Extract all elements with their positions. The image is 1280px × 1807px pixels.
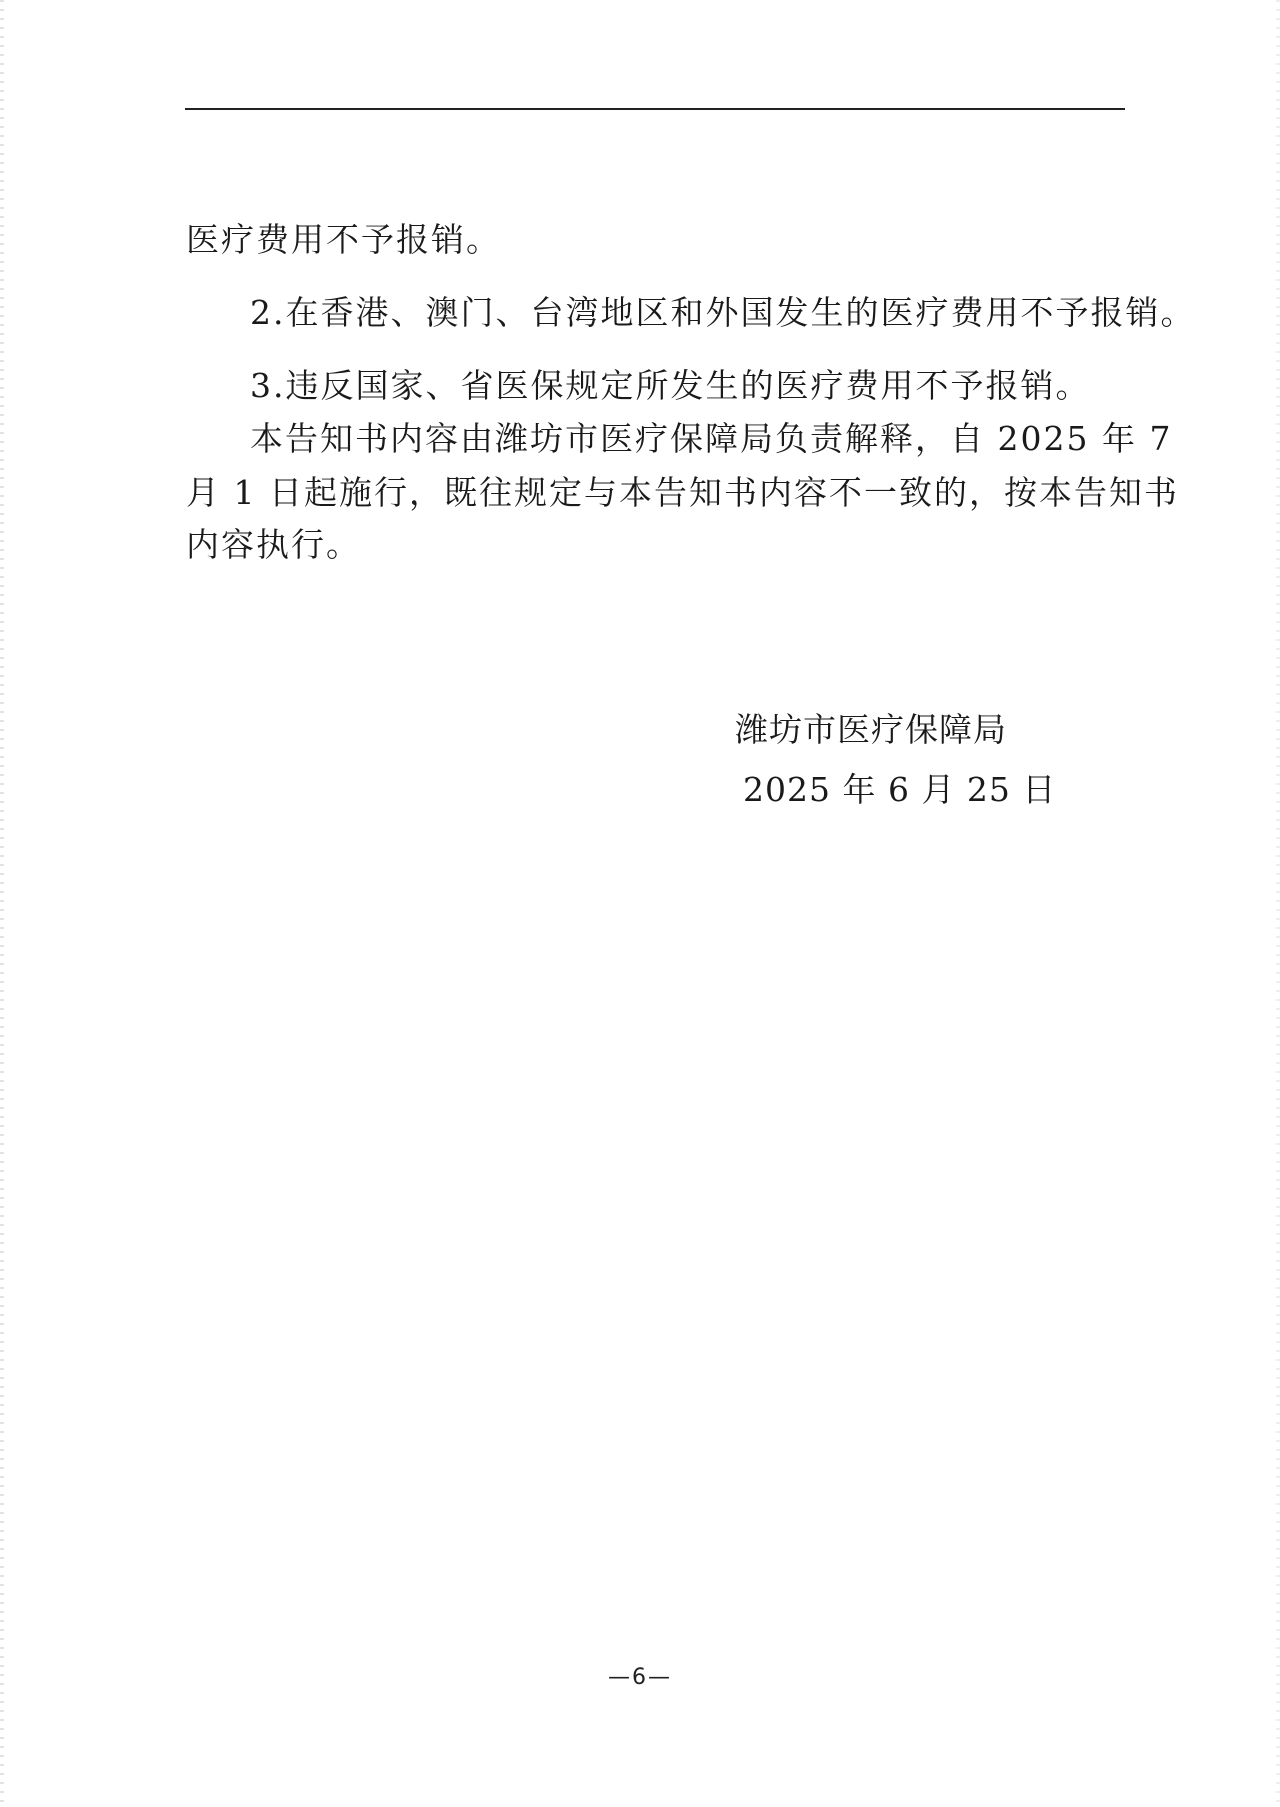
paragraph-line: 内容执行。 — [186, 525, 361, 564]
paragraph-line: 月 1 日起施行，既往规定与本告知书内容不一致的，按本告知书 — [186, 473, 1179, 512]
header-rule — [185, 108, 1125, 110]
paragraph-line: 3.违反国家、省医保规定所发生的医疗费用不予报销。 — [250, 366, 1091, 405]
paragraph-line: 医疗费用不予报销。 — [186, 220, 501, 259]
page-number: —6— — [608, 1665, 672, 1690]
scan-edge-right — [1276, 0, 1280, 1807]
issue-date: 2025 年 6 月 25 日 — [743, 770, 1057, 809]
scan-edge-left — [0, 0, 4, 1807]
issuing-organization: 潍坊市医疗保障局 — [735, 710, 1007, 749]
paragraph-line: 本告知书内容由潍坊市医疗保障局负责解释，自 2025 年 7 — [250, 419, 1173, 458]
paragraph-line: 2.在香港、澳门、台湾地区和外国发生的医疗费用不予报销。 — [250, 293, 1196, 332]
